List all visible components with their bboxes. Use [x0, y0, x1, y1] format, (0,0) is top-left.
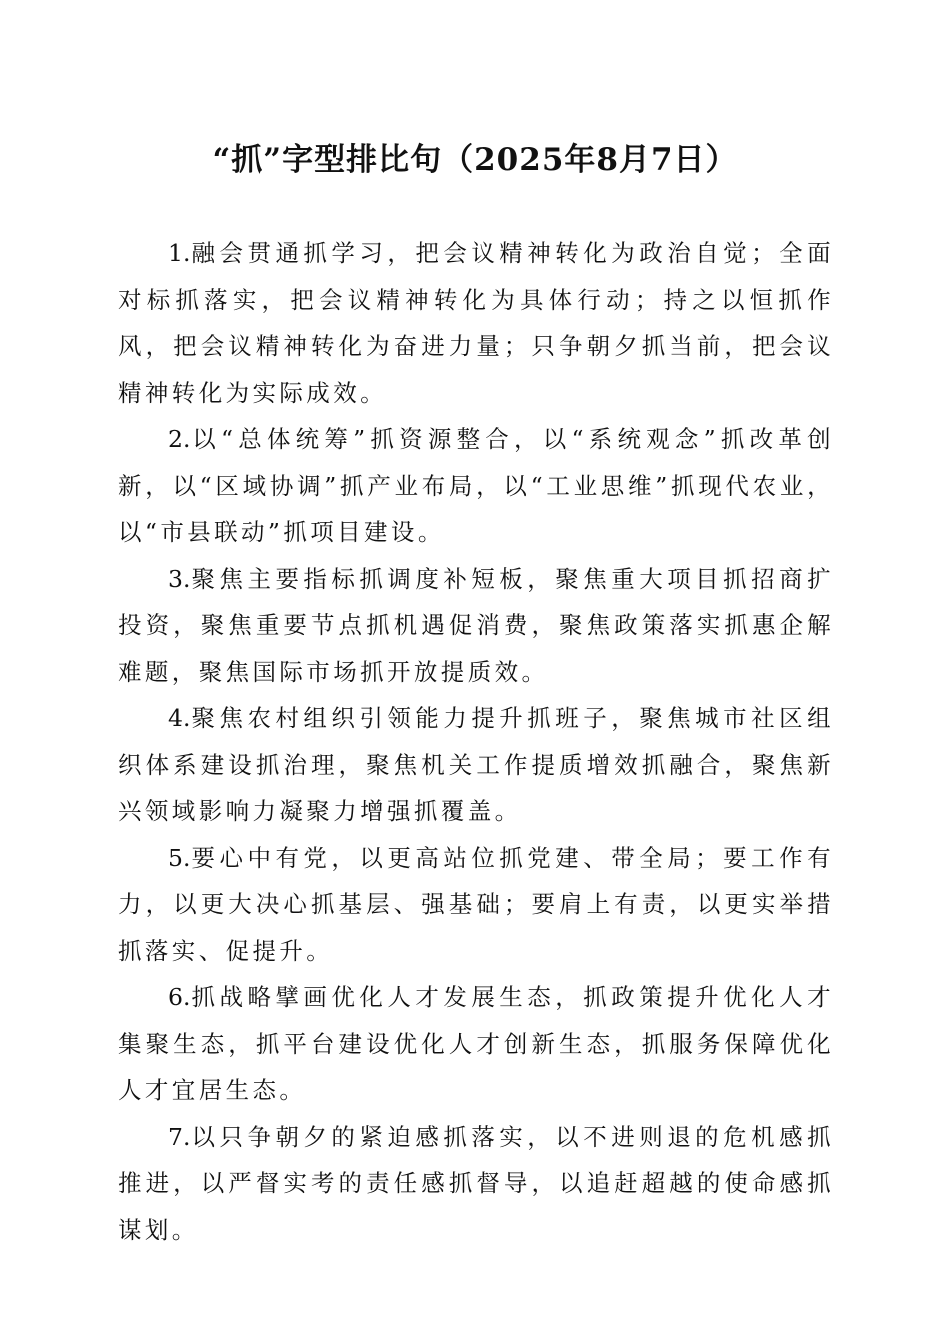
paragraph-5 [118, 835, 834, 975]
paragraph-text: 融会贯通抓学习，把会议精神转化为政治自觉；全面对标抓落实，把会议精神转化为具体行动；持之以恒抓作风，把会议精神转化为奋进力量；只争朝夕抓当前，把会议精神转化为实际成效。 [118, 239, 834, 407]
paragraph-number: 6. [168, 983, 191, 1011]
paragraph-2 [118, 416, 834, 556]
paragraph-1 [118, 230, 834, 416]
page-title: “抓”字型排比句（2025年8月7日） [212, 142, 738, 178]
paragraph-4 [118, 695, 834, 835]
paragraph-7 [118, 1114, 834, 1254]
paragraph-number: 2. [168, 425, 191, 453]
paragraph-number: 4. [168, 704, 191, 732]
paragraph-6 [118, 974, 834, 1114]
document-body [118, 230, 834, 1253]
paragraph-3 [118, 556, 834, 696]
paragraph-text: 抓战略擘画优化人才发展生态，抓政策提升优化人才集聚生态，抓平台建设优化人才创新生态，抓服务保障优化人才宜居生态。 [118, 983, 834, 1104]
paragraph-text: 以“总体统筹”抓资源整合，以“系统观念”抓改革创新，以“区域协调”抓产业布局，以“工业思维”抓现代农业，以“市县联动”抓项目建设。 [118, 425, 834, 546]
paragraph-text: 聚焦农村组织引领能力提升抓班子，聚焦城市社区组织体系建设抓治理，聚焦机关工作提质增效抓融合，聚焦新兴领域影响力凝聚力增强抓覆盖。 [118, 704, 834, 825]
paragraph-number: 3. [168, 564, 191, 593]
paragraph-number: 5. [168, 843, 191, 872]
paragraph-text: 要心中有党，以更高站位抓党建、带全局；要工作有力，以更大决心抓基层、强基础；要肩上有责，以更实举措抓落实、促提升。 [118, 843, 834, 965]
paragraph-number: 1. [168, 239, 191, 267]
paragraph-number: 7. [168, 1122, 191, 1151]
paragraph-text: 以只争朝夕的紧迫感抓落实，以不进则退的危机感抓推进，以严督实考的责任感抓督导，以追赶超越的使命感抓谋划。 [118, 1122, 834, 1244]
paragraph-text: 聚焦主要指标抓调度补短板，聚焦重大项目抓招商扩投资，聚焦重要节点抓机遇促消费，聚焦政策落实抓惠企解难题，聚焦国际市场抓开放提质效。 [118, 564, 834, 686]
